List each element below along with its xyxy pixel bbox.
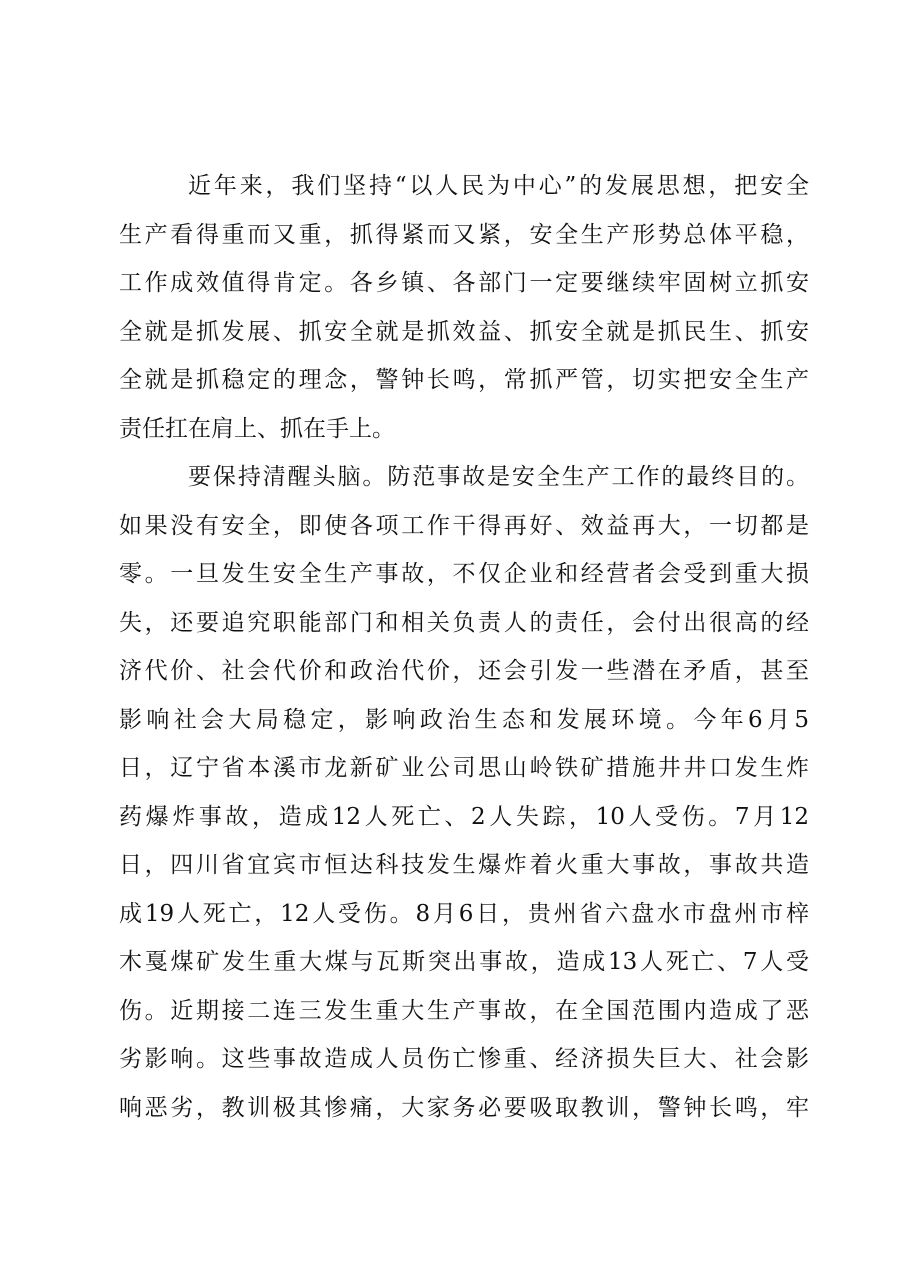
text-line: 全就是抓稳定的理念，警钟长鸣，常抓严管，切实把安全生产 (119, 367, 809, 393)
text-line: 日，辽宁省本溪市龙新矿业公司思山岭铁矿措施井井口发生炸 (119, 755, 809, 781)
paragraph (119, 453, 809, 1132)
text-line: 药爆炸事故，造成12人死亡、2人失踪，10人受伤。7月12 (119, 803, 809, 830)
text-line: 近年来，我们坚持“以人民为中心”的发展思想，把安全 (188, 173, 809, 199)
text-line: 劣影响。这些事故造成人员伤亡惨重、经济损失巨大、社会影 (119, 1046, 809, 1072)
text-line: 要保持清醒头脑。防范事故是安全生产工作的最终目的。 (188, 464, 809, 490)
text-line: 失，还要追究职能部门和相关负责人的责任，会付出很高的经 (119, 609, 809, 636)
text-line: 济代价、社会代价和政治代价，还会引发一些潜在矛盾，甚至 (119, 658, 809, 684)
paragraph (119, 162, 809, 453)
text-line: 责任扛在肩上、抓在手上。 (119, 415, 395, 442)
document-body (119, 162, 809, 1132)
text-line: 日，四川省宜宾市恒达科技发生爆炸着火重大事故，事故共造 (119, 852, 809, 878)
text-line: 全就是抓发展、抓安全就是抓效益、抓安全就是抓民生、抓安 (119, 318, 809, 345)
text-line: 成19人死亡，12人受伤。8月6日，贵州省六盘水市盘州市梓 (119, 900, 809, 927)
text-line: 零。一旦发生安全生产事故，不仅企业和经营者会受到重大损 (119, 561, 809, 587)
text-line: 伤。近期接二连三发生重大生产事故，在全国范围内造成了恶 (119, 997, 809, 1024)
text-line: 响恶劣，教训极其惨痛，大家务必要吸取教训，警钟长鸣，牢 (119, 1094, 809, 1121)
text-line: 如果没有安全，即使各项工作干得再好、效益再大，一切都是 (119, 512, 809, 539)
text-line: 工作成效值得肯定。各乡镇、各部门一定要继续牢固树立抓安 (119, 270, 809, 296)
text-line: 木戛煤矿发生重大煤与瓦斯突出事故，造成13人死亡、7人受 (119, 949, 809, 975)
text-line: 生产看得重而又重，抓得紧而又紧，安全生产形势总体平稳， (119, 221, 809, 248)
text-line: 影响社会大局稳定，影响政治生态和发展环境。今年6月5 (119, 706, 809, 733)
